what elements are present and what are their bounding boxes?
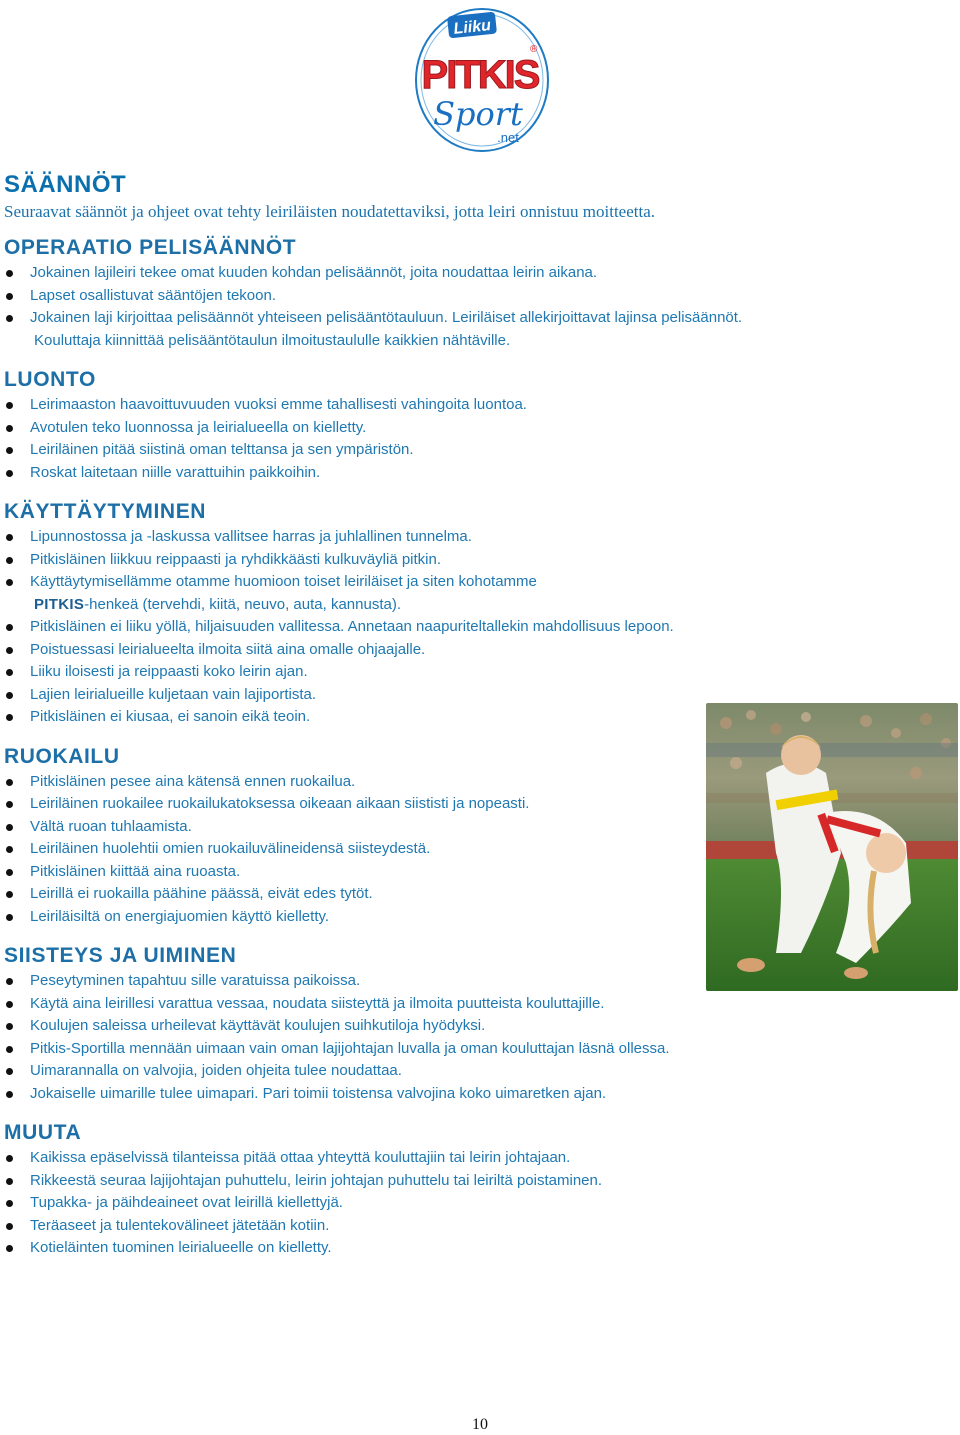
list-item: Rikkeestä seuraa lajijohtajan puhuttelu, leirin johtajan puhuttelu tai leiriltä poistaminen.	[4, 1170, 954, 1193]
logo-net-text: .net	[497, 130, 519, 145]
list-item: Leirillä ei ruokailla päähine päässä, eivät edes tytöt.	[4, 883, 954, 906]
continuation-rest: -henkeä (tervehdi, kiitä, neuvo, auta, kannusta).	[84, 595, 401, 613]
list-item: Jokainen laji kirjoittaa pelisäännöt yhteiseen pelisääntötauluun. Leiriläiset allekirjoittavat lajinsa pelisäännöt.	[4, 307, 954, 330]
list-item: Tupakka- ja päihdeaineet ovat leirillä kiellettyjä.	[4, 1192, 954, 1215]
logo-sport-text: Sport	[433, 95, 523, 133]
list-item: Lajien leirialueille kuljetaan vain lajiportista.	[4, 684, 954, 707]
section-kayttaytyminen	[4, 498, 954, 729]
heading-ruokailu: RUOKAILU	[4, 744, 120, 768]
list-continuation	[4, 594, 954, 617]
list-item: Lipunnostossa ja -laskussa vallitsee harras ja juhlallinen tunnelma.	[4, 526, 954, 549]
heading-operaatio: OPERAATIO PELISÄÄNNÖT	[4, 236, 297, 259]
logo-registered-mark: ®	[530, 44, 538, 55]
list-item: Uimarannalla on valvojia, joiden ohjeita tulee noudattaa.	[4, 1060, 954, 1083]
list-luonto	[4, 394, 954, 484]
pitkis-sport-logo	[412, 4, 552, 154]
list-item: Leiriläinen ruokailee ruokailukatoksessa oikeaan aikaan siististi ja nopeasti.	[4, 793, 954, 816]
heading-kayttaytyminen: KÄYTTÄYTYMINEN	[4, 500, 207, 523]
list-item: Roskat laitetaan niille varattuihin paikkoihin.	[4, 462, 954, 485]
list-item: Käytä aina leirillesi varattua vessaa, noudata siisteyttä ja ilmoita puutteista kouluttajille.	[4, 993, 954, 1016]
judo-photo	[706, 703, 958, 991]
section-muuta	[4, 1119, 954, 1260]
list-item: Kaikissa epäselvissä tilanteissa pitää ottaa yhteyttä kouluttajiin tai leirin johtajaan.	[4, 1147, 954, 1170]
page-number: 10	[472, 1416, 488, 1433]
list-item: Leirimaaston haavoittuvuuden vuoksi emme tahallisesti vahingoita luontoa.	[4, 394, 954, 417]
list-item: Käyttäytymisellämme otamme huomioon toiset leiriläiset ja siten kohotamme	[4, 571, 954, 594]
logo-liiku-text: Liiku	[452, 17, 492, 38]
list-item: Kotieläinten tuominen leirialueelle on kielletty.	[4, 1237, 954, 1260]
intro-text: Seuraavat säännöt ja ohjeet ovat tehty leiriläisten noudatettaviksi, jotta leiri onnistuu moitteetta.	[4, 202, 656, 221]
list-item: Pitkisläinen ei liiku yöllä, hiljaisuuden vallitessa. Annetaan naapuriteltallekin mahdollisuus lepoon.	[4, 616, 954, 639]
list-item: Jokainen lajileiri tekee omat kuuden kohdan pelisäännöt, joita noudattaa leirin aikana.	[4, 262, 954, 285]
list-item: Pitkisläinen pesee aina kätensä ennen ruokailua.	[4, 771, 954, 794]
list-item: Lapset osallistuvat sääntöjen tekoon.	[4, 285, 954, 308]
list-operaatio	[4, 262, 954, 330]
section-operaatio	[4, 234, 954, 352]
list-item: Jokaiselle uimarille tulee uimapari. Pari toimii toistensa valvojina koko uimaretken ajan.	[4, 1083, 954, 1106]
list-muuta	[4, 1147, 954, 1260]
list-item: Peseytyminen tapahtuu sille varatuissa paikoissa.	[4, 970, 954, 993]
pitkis-bold-text: PITKIS	[34, 595, 85, 613]
list-item: Liiku iloisesti ja reippaasti koko leirin ajan.	[4, 661, 954, 684]
list-item: Teräaseet ja tulentekovälineet jätetään kotiin.	[4, 1215, 954, 1238]
list-item: Leiriläisiltä on energiajuomien käyttö kielletty.	[4, 906, 954, 929]
heading-siisteys: SIISTEYS JA UIMINEN	[4, 944, 237, 967]
list-item: Pitkisläinen kiittää aina ruoasta.	[4, 861, 954, 884]
list-item: Vältä ruoan tuhlaamista.	[4, 816, 954, 839]
section-luonto	[4, 366, 954, 484]
list-item: Leiriläinen huolehtii omien ruokailuvälineidensä siisteydestä.	[4, 838, 954, 861]
list-item: Poistuessasi leirialueelta ilmoita siitä aina omalle ohjaajalle.	[4, 639, 954, 662]
list-item: Pitkisläinen liikkuu reippaasti ja ryhdikkäästi kulkuväyliä pitkin.	[4, 549, 954, 572]
list-continuation: Kouluttaja kiinnittää pelisääntötaulun ilmoitustaululle kaikkien nähtäville.	[34, 331, 511, 349]
list-item: Pitkis-Sportilla mennään uimaan vain oman lajijohtajan luvalla ja oman kouluttajan läsnä ollessa.	[4, 1038, 954, 1061]
logo-pitkis-text: PITKIS	[421, 53, 539, 97]
list-item: Leiriläinen pitää siistinä oman telttansa ja sen ympäristön.	[4, 439, 954, 462]
heading-muuta: MUUTA	[4, 1121, 82, 1144]
list-kayttaytyminen	[4, 526, 954, 594]
heading-luonto: LUONTO	[4, 368, 96, 391]
list-item: Pitkisläinen ei kiusaa, ei sanoin eikä teoin.	[4, 706, 954, 729]
page-title: SÄÄNNÖT	[4, 171, 127, 198]
list-item: Koulujen saleissa urheilevat käyttävät koulujen suihkutiloja hyödyksi.	[4, 1015, 954, 1038]
list-item: Avotulen teko luonnossa ja leirialueella on kielletty.	[4, 417, 954, 440]
